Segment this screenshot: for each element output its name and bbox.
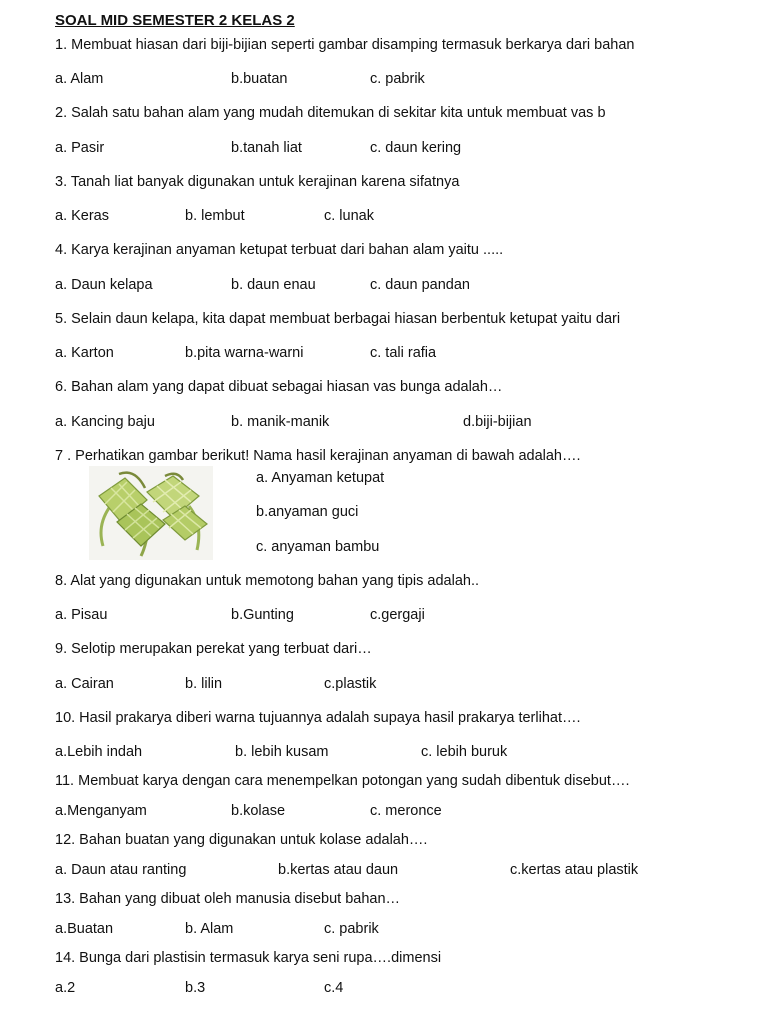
q14-option-b: b.3 <box>185 980 206 996</box>
question-9: 9. Selotip merupakan perekat yang terbuat dari… <box>55 641 372 657</box>
question-4: 4. Karya kerajinan anyaman ketupat terbuat dari bahan alam yaitu ..... <box>55 242 504 258</box>
q8-option-a: a. Pisau <box>55 607 108 623</box>
q7-option-a: a. Anyaman ketupat <box>256 470 385 486</box>
q4-option-c: c. daun pandan <box>370 277 470 293</box>
q11-option-c: c. meronce <box>370 803 442 819</box>
q11-option-b: b.kolase <box>231 803 286 819</box>
q2-option-c: c. daun kering <box>370 140 462 156</box>
question-14: 14. Bunga dari plastisin termasuk karya seni rupa….dimensi <box>55 950 442 966</box>
question-12: 12. Bahan buatan yang digunakan untuk kolase adalah…. <box>55 832 428 848</box>
q3-option-a: a. Keras <box>55 208 109 224</box>
question-11: 11. Membuat karya dengan cara menempelkan potongan yang sudah dibentuk disebut…. <box>55 773 630 789</box>
q8-option-c: c.gergaji <box>370 607 425 623</box>
q12-option-b: b.kertas atau daun <box>278 862 399 878</box>
question-2: 2. Salah satu bahan alam yang mudah ditemukan di sekitar kita untuk membuat vas b <box>55 105 606 121</box>
q6-option-b: b. manik-manik <box>231 414 330 430</box>
q6-option-d: d.biji-bijian <box>463 414 532 430</box>
ketupat-illustration <box>89 466 213 560</box>
q4-option-a: a. Daun kelapa <box>55 277 153 293</box>
q9-option-a: a. Cairan <box>55 676 114 692</box>
q12-option-a: a. Daun atau ranting <box>55 862 187 878</box>
q10-option-b: b. lebih kusam <box>235 744 329 760</box>
page-title: SOAL MID SEMESTER 2 KELAS 2 <box>55 12 295 29</box>
question-13: 13. Bahan yang dibuat oleh manusia disebut bahan… <box>55 891 401 907</box>
q2-option-a: a. Pasir <box>55 140 105 156</box>
q13-option-c: c. pabrik <box>324 921 379 937</box>
q4-option-b: b. daun enau <box>231 277 316 293</box>
q1-option-c: c. pabrik <box>370 71 425 87</box>
ketupat-image <box>89 466 213 560</box>
q8-option-b: b.Gunting <box>231 607 294 623</box>
q7-option-b: b.anyaman guci <box>256 504 359 520</box>
question-1: 1. Membuat hiasan dari biji-bijian seperti gambar disamping termasuk berkarya dari bahan <box>55 37 635 53</box>
q3-option-b: b. lembut <box>185 208 245 224</box>
q10-option-c: c. lebih buruk <box>421 744 508 760</box>
q5-option-c: c. tali rafia <box>370 345 437 361</box>
q3-option-c: c. lunak <box>324 208 374 224</box>
q13-option-b: b. Alam <box>185 921 234 937</box>
question-8: 8. Alat yang digunakan untuk memotong bahan yang tipis adalah.. <box>55 573 480 589</box>
question-3: 3. Tanah liat banyak digunakan untuk kerajinan karena sifatnya <box>55 174 460 190</box>
q13-option-a: a.Buatan <box>55 921 114 937</box>
question-7: 7 . Perhatikan gambar berikut! Nama hasil kerajinan anyaman di bawah adalah…. <box>55 448 581 464</box>
q14-option-c: c.4 <box>324 980 344 996</box>
q11-option-a: a.Menganyam <box>55 803 147 819</box>
question-10: 10. Hasil prakarya diberi warna tujuannya adalah supaya hasil prakarya terlihat…. <box>55 710 581 726</box>
q1-option-a: a. Alam <box>55 71 104 87</box>
q14-option-a: a.2 <box>55 980 76 996</box>
q12-option-c: c.kertas atau plastik <box>510 862 639 878</box>
question-5: 5. Selain daun kelapa, kita dapat membuat berbagai hiasan berbentuk ketupat yaitu dari <box>55 311 621 327</box>
q9-option-b: b. lilin <box>185 676 223 692</box>
q10-option-a: a.Lebih indah <box>55 744 143 760</box>
q6-option-a: a. Kancing baju <box>55 414 155 430</box>
q5-option-b: b.pita warna-warni <box>185 345 304 361</box>
q5-option-a: a. Karton <box>55 345 114 361</box>
q2-option-b: b.tanah liat <box>231 140 302 156</box>
q7-option-c: c. anyaman bambu <box>256 539 380 555</box>
q9-option-c: c.plastik <box>324 676 377 692</box>
q1-option-b: b.buatan <box>231 71 288 87</box>
question-6: 6. Bahan alam yang dapat dibuat sebagai hiasan vas bunga adalah… <box>55 379 503 395</box>
